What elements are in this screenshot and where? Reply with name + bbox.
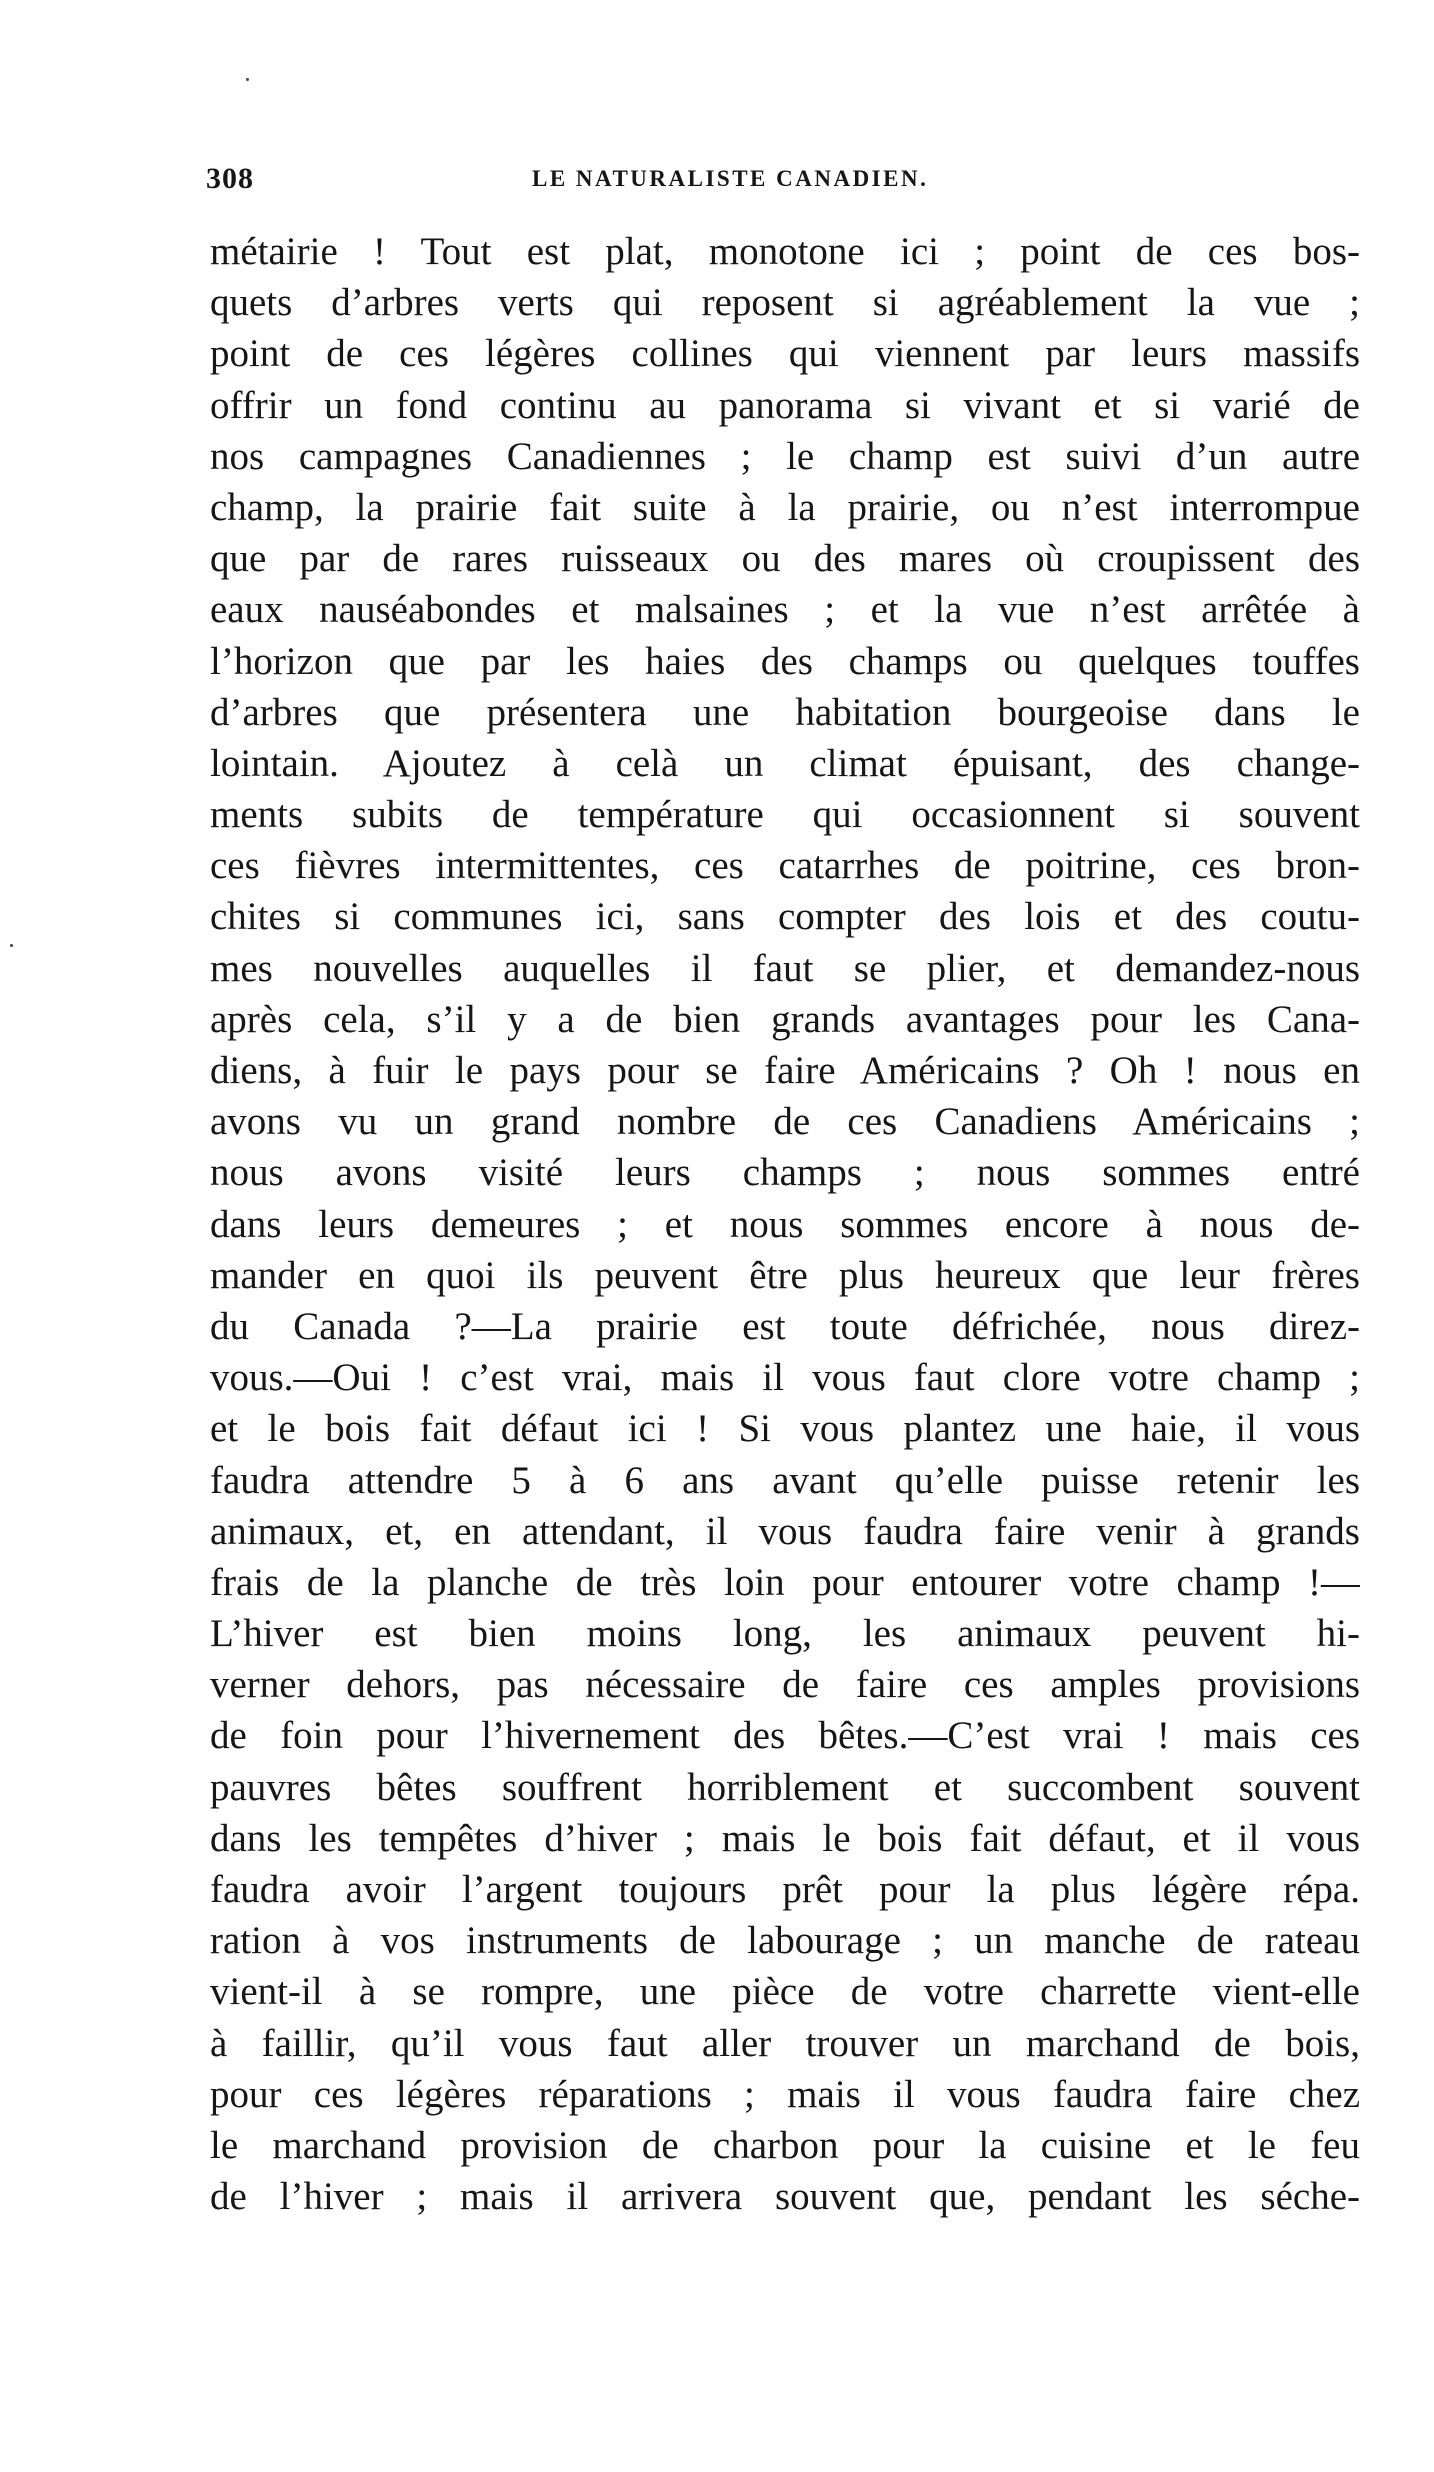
text-line: dans les tempêtes d’hiver ; mais le bois fait défaut, et il vous bbox=[210, 1816, 1360, 1860]
text-line: du Canada ?—La prairie est toute défrichée, nous direz- bbox=[210, 1304, 1360, 1348]
text-line: vient-il à se rompre, une pièce de votre charrette vient-elle bbox=[210, 1970, 1360, 2014]
text-line: de foin pour l’hivernement des bêtes.—C’est vrai ! mais ces bbox=[210, 1714, 1360, 1758]
text-line: dans leurs demeures ; et nous sommes encore à nous de- bbox=[210, 1202, 1360, 1246]
text-line: le marchand provision de charbon pour la cuisine et le feu bbox=[210, 2123, 1360, 2167]
print-speck bbox=[246, 78, 249, 81]
text-line: métairie ! Tout est plat, monotone ici ; point de ces bos- bbox=[210, 230, 1360, 273]
text-line: nos campagnes Canadiennes ; le champ est suivi d’un autre bbox=[210, 434, 1360, 478]
text-line: ces fièvres intermittentes, ces catarrhes de poitrine, ces bron- bbox=[210, 844, 1360, 888]
text-line: vous.—Oui ! c’est vrai, mais il vous faut clore votre champ ; bbox=[210, 1356, 1360, 1400]
text-line: l’horizon que par les haies des champs ou quelques touffes bbox=[210, 639, 1360, 683]
print-speck bbox=[10, 944, 13, 947]
text-line: ration à vos instruments de labourage ; un manche de rateau bbox=[210, 1919, 1360, 1963]
text-line: offrir un fond continu au panorama si vivant et si varié de bbox=[210, 383, 1360, 427]
text-line: champ, la prairie fait suite à la prairie, ou n’est interrompue bbox=[210, 485, 1360, 529]
text-line: pour ces légères réparations ; mais il vous faudra faire chez bbox=[210, 2072, 1360, 2116]
running-head: LE NATURALISTE CANADIEN. bbox=[532, 166, 929, 191]
page-header bbox=[206, 162, 1366, 202]
text-line: faudra avoir l’argent toujours prêt pour la plus légère répa. bbox=[210, 1868, 1360, 1911]
text-line: quets d’arbres verts qui reposent si agréablement la vue ; bbox=[210, 281, 1360, 325]
text-line: verner dehors, pas nécessaire de faire ces amples provisions bbox=[210, 1663, 1360, 1707]
text-line: faudra attendre 5 à 6 ans avant qu’elle puisse retenir les bbox=[210, 1458, 1360, 1502]
text-line: que par de rares ruisseaux ou des mares où croupissent des bbox=[210, 537, 1360, 581]
page-number: 308 bbox=[206, 162, 254, 195]
text-line: de l’hiver ; mais il arrivera souvent que, pendant les séche- bbox=[210, 2175, 1360, 2219]
text-line: mander en quoi ils peuvent être plus heureux que leur frères bbox=[210, 1253, 1360, 1297]
text-line: chites si communes ici, sans compter des lois et des coutu- bbox=[210, 895, 1360, 939]
text-line: nous avons visité leurs champs ; nous sommes entré bbox=[210, 1151, 1360, 1195]
text-line: diens, à fuir le pays pour se faire Américains ? Oh ! nous en bbox=[210, 1049, 1360, 1092]
text-line: mes nouvelles auquelles il faut se plier, et demandez-nous bbox=[210, 946, 1360, 990]
text-line: à faillir, qu’il vous faut aller trouver un marchand de bois, bbox=[210, 2021, 1360, 2065]
text-line: eaux nauséabondes et malsaines ; et la vue n’est arrêtée à bbox=[210, 588, 1360, 632]
text-line: animaux, et, en attendant, il vous faudra faire venir à grands bbox=[210, 1509, 1360, 1553]
text-line: L’hiver est bien moins long, les animaux peuvent hi- bbox=[210, 1612, 1360, 1656]
text-line: après cela, s’il y a de bien grands avantages pour les Cana- bbox=[210, 997, 1360, 1041]
text-line: avons vu un grand nombre de ces Canadiens Américains ; bbox=[210, 1100, 1360, 1144]
text-line: frais de la planche de très loin pour entourer votre champ !— bbox=[210, 1560, 1360, 1604]
text-line: et le bois fait défaut ici ! Si vous plantez une haie, il vous bbox=[210, 1407, 1360, 1451]
text-line: pauvres bêtes souffrent horriblement et succombent souvent bbox=[210, 1765, 1360, 1809]
body-text bbox=[210, 226, 1360, 2222]
text-line: d’arbres que présentera une habitation bourgeoise dans le bbox=[210, 690, 1360, 734]
text-line: lointain. Ajoutez à celà un climat épuisant, des change- bbox=[210, 741, 1360, 785]
text-line: point de ces légères collines qui viennent par leurs massifs bbox=[210, 332, 1360, 376]
text-line: ments subits de température qui occasionnent si souvent bbox=[210, 793, 1360, 837]
